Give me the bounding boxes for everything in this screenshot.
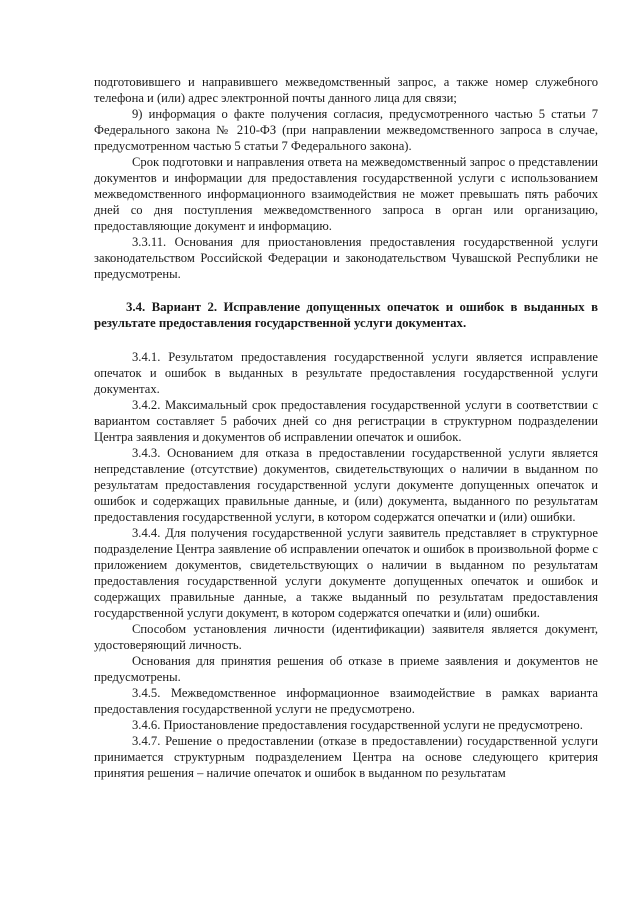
paragraph-3-4-6: 3.4.6. Приостановление предоставления государственной услуги не предусмотрено. <box>132 718 583 732</box>
paragraph-3-4-5: 3.4.5. Межведомственное информационное взаимодействие в рамках варианта предоставления государственной услуги не предусмотрено. <box>94 686 598 716</box>
paragraph-3-4-3: 3.4.3. Основанием для отказа в предоставлении государственной услуги является непредставление (отсутствие) документов, свидетельствующих о наличии в выданном по результатам предоставления государственной услуги документе допущенных опечаток и ошибок и содержащих правильные данные, и (или) документа, выданного по результатам предоставления государственной услуги, в котором содержатся опечатки и (или) ошибки. <box>94 446 598 524</box>
paragraph-identification: Способом установления личности (идентификации) заявителя является документ, удостоверяющий личность. <box>94 622 598 652</box>
paragraph-response-deadline: Срок подготовки и направления ответа на межведомственный запрос о представлении документов и информации для предоставления государственной услуги с использованием межведомственного информационного взаимодействия не может превышать пять рабочих дней со дня поступления межведомственного запроса в орган или организацию, предоставляющие документ и информацию. <box>94 155 598 233</box>
paragraph-3-4-7: 3.4.7. Решение о предоставлении (отказе в предоставлении) государственной услуги принимается структурным подразделением Центра на основе следующего критерия принятия решения – наличие опечаток и ошибок в выданном по результатам <box>94 734 598 780</box>
paragraph-3-4-2: 3.4.2. Максимальный срок предоставления государственной услуги в соответствии с вариантом составляет 5 рабочих дней со дня регистрации в структурном подразделении Центра заявления и документов об исправлении опечаток и ошибок. <box>94 398 598 444</box>
paragraph-refusal-grounds: Основания для принятия решения об отказе в приеме заявления и документов не предусмотрены. <box>94 654 598 684</box>
paragraph-3-4-4: 3.4.4. Для получения государственной услуги заявитель представляет в структурное подразделение Центра заявление об исправлении опечаток и ошибок в произвольной форме с приложением документов, свидетельствующих о наличии в выданном по результатам предоставления государственной услуги документе допущенных опечаток и ошибок и содержащих правильные данные, а также выданный по результатам предоставления государственной услуги документ, в котором содержатся опечатки и (или) ошибки. <box>94 526 598 620</box>
paragraph-continuation: подготовившего и направившего межведомственный запрос, а также номер служебного телефона и (или) адрес электронной почты данного лица для связи; <box>94 75 598 105</box>
paragraph-3-4-1: 3.4.1. Результатом предоставления государственной услуги является исправление опечаток и ошибок в выданных в результате предоставления государственной услуги документах. <box>94 350 598 396</box>
document-body <box>94 74 598 781</box>
paragraph-item-9: 9) информация о факте получения согласия, предусмотренного частью 5 статьи 7 Федерального закона № 210-ФЗ (при направлении межведомственного запроса в случае, предусмотренном частью 5 статьи 7 Федерального закона). <box>94 107 598 153</box>
section-heading-3-4: 3.4. Вариант 2. Исправление допущенных опечаток и ошибок в выданных в результате предоставления государственной услуги документах. <box>94 300 598 330</box>
paragraph-3-3-11: 3.3.11. Основания для приостановления предоставления государственной услуги законодательством Российской Федерации и законодательством Чувашской Республики не предусмотрены. <box>94 235 598 281</box>
